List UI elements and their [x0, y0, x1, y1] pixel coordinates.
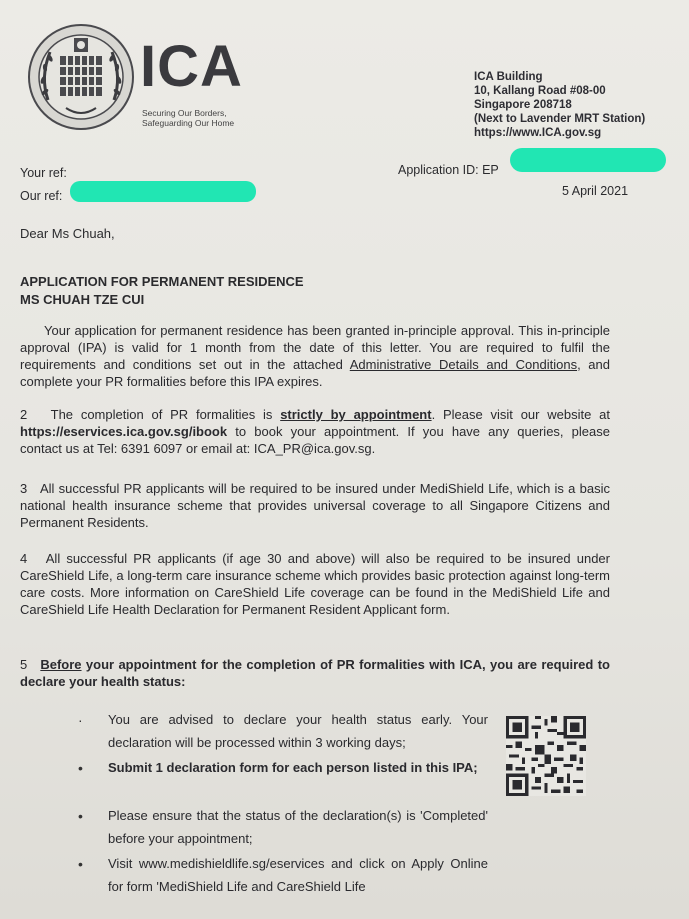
- bullet-marker: •: [78, 808, 83, 824]
- redaction-application-id: [510, 148, 666, 172]
- applicant-name: MS CHUAH TZE CUI: [20, 292, 145, 307]
- subject-line: APPLICATION FOR PERMANENT RESIDENCE: [20, 274, 304, 289]
- redaction-our-ref: [70, 181, 256, 202]
- admin-details-link: Administrative Details and Conditions: [349, 357, 578, 372]
- paragraph-2: 2 The completion of PR formalities is strictly by appointment. Please visit our website at https://eservices.ica.gov.sg/ibook to book your appointment. If you have any queries, please contact us at Tel: 6391 6097 or email at: ICA_PR@ica.gov.sg.: [20, 407, 610, 456]
- application-id: Application ID: EP: [398, 163, 499, 177]
- paragraph-5: 5 Before your appointment for the completion of PR formalities with ICA, you are required to declare your health status:: [20, 657, 610, 689]
- bullet-marker: ·: [78, 712, 83, 728]
- your-ref-label: Your ref:: [20, 166, 67, 180]
- logo-text: ICA: [140, 34, 243, 99]
- ica-crest-icon: [26, 22, 136, 132]
- bullet-marker: •: [78, 760, 83, 776]
- office-address: ICA Building 10, Kallang Road #08-00 Singapore 208718 (Next to Lavender MRT Station) https://www.ICA.gov.sg: [474, 71, 646, 139]
- paragraph-3: 3 All successful PR applicants will be required to be insured under MediShield Life, which is a basic national health insurance scheme that provides universal coverage to all Singapore Citizens and Permanent Residents.: [20, 481, 610, 530]
- letter-date: 5 April 2021: [562, 184, 629, 198]
- website-link: https://www.ICA.gov.sg: [474, 127, 602, 139]
- logo-tagline: Securing Our Borders, Safeguarding Our Home: [142, 108, 235, 128]
- qr-code-icon[interactable]: [506, 714, 586, 798]
- bullet-item-2: Submit 1 declaration form for each person listed in this IPA;: [108, 760, 478, 775]
- paragraph-4: 4 All successful PR applicants (if age 30 and above) will also be required to be insured under CareShield Life, a long-term care insurance scheme which provides basic protection against long-term care costs. More information on CareShield Life coverage can be found in the MediShield Life and CareShield Life Health Declaration for Permanent Resident Applicant form.: [20, 551, 610, 617]
- ibook-url: https://eservices.ica.gov.sg/ibook: [20, 424, 228, 439]
- bullet-item-1: You are advised to declare your health status early. Your declaration will be processed within 3 working days;: [108, 712, 488, 750]
- salutation: Dear Ms Chuah,: [20, 226, 115, 241]
- bullet-marker: •: [78, 856, 83, 872]
- paragraph-1: Your application for permanent residence has been granted in-principle approval. This in-principle approval (IPA) is valid for 1 month from the date of this letter. You are required to fulfil the requirements and conditions set out in the attached Administrative Details and Conditions, and complete your PR formalities before this IPA expires.: [20, 323, 610, 389]
- our-ref-label: Our ref:: [20, 189, 63, 203]
- bullet-item-4: Visit www.medishieldlife.sg/eservices and click on Apply Online for form 'MediShield Life and CareShield Life: [108, 856, 488, 894]
- bullet-item-3: Please ensure that the status of the declaration(s) is 'Completed' before your appointment;: [108, 808, 488, 846]
